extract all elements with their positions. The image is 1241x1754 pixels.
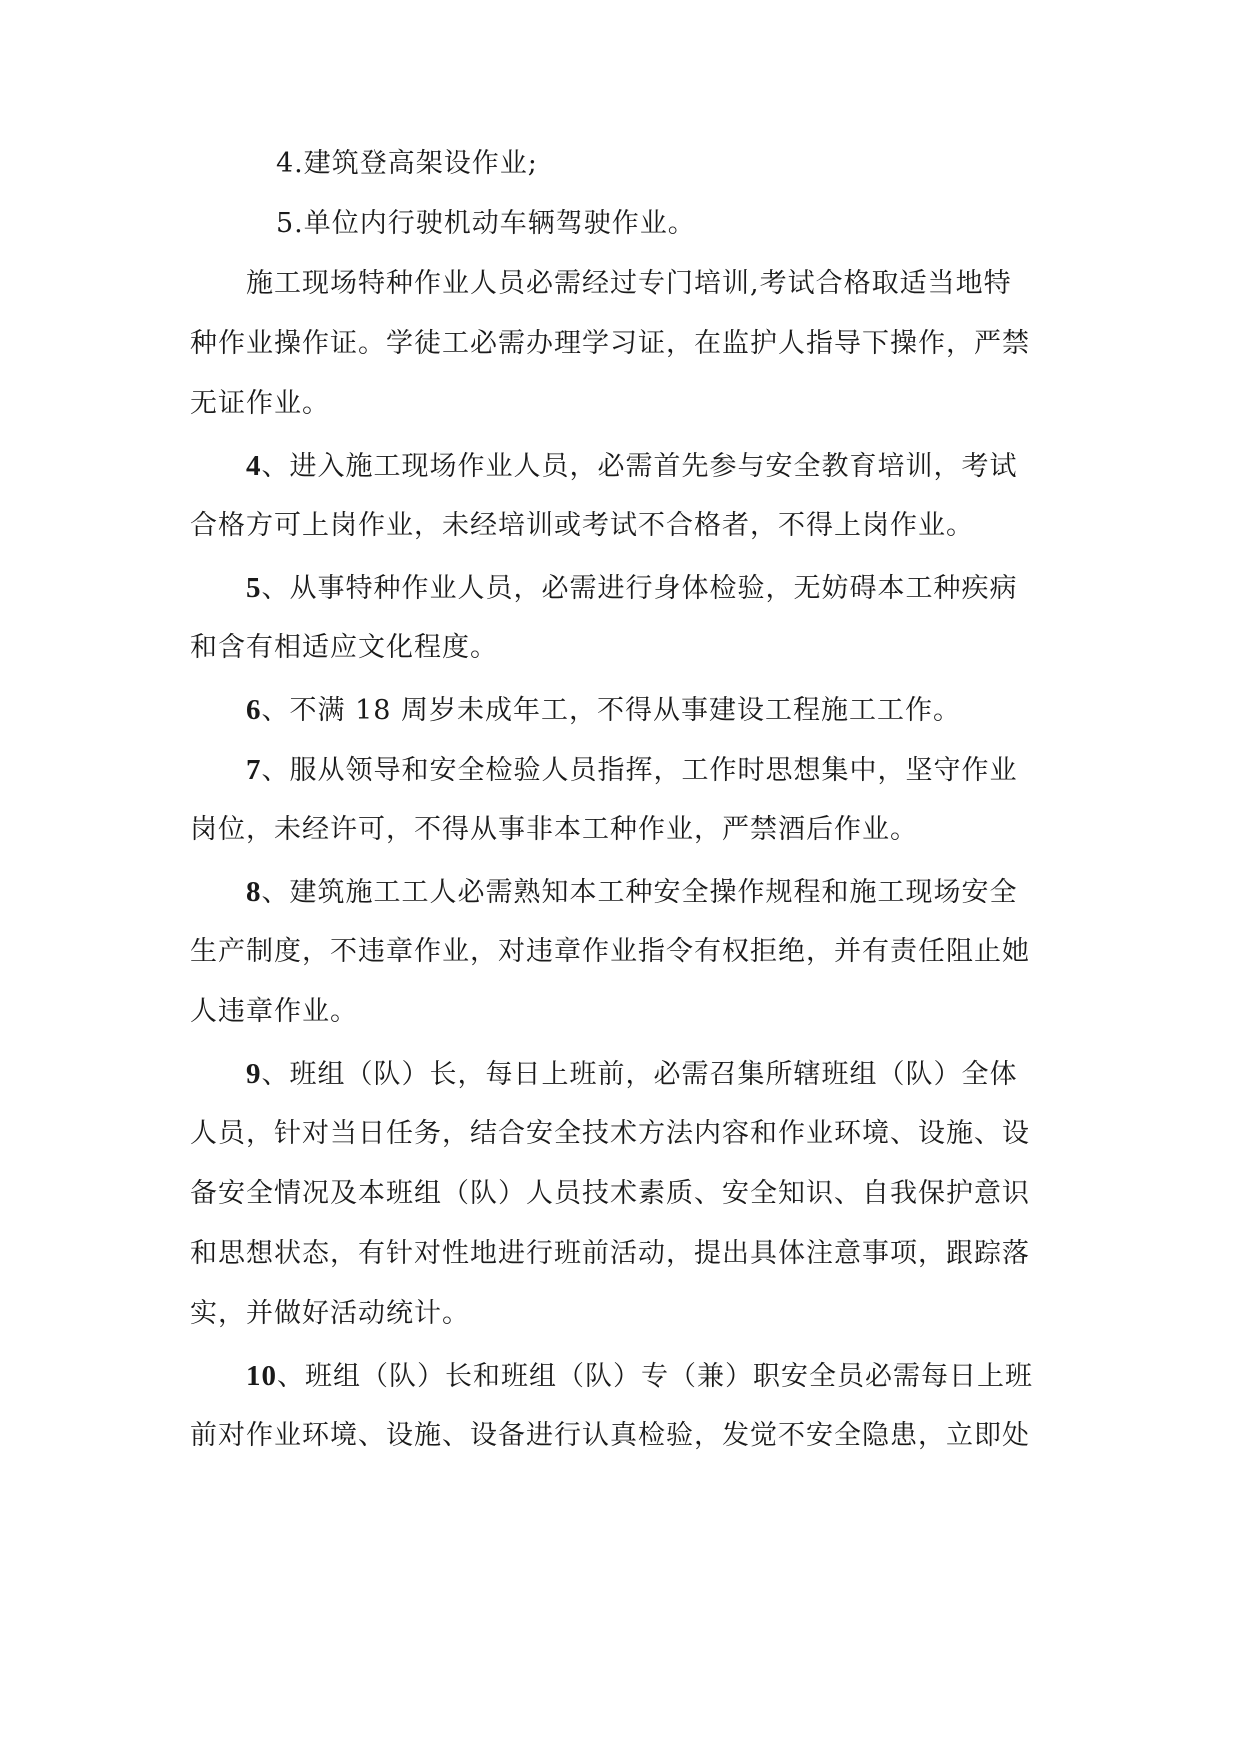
line-text: 种作业操作证。学徒工必需办理学习证，在监护人指导下操作，严禁: [190, 328, 1030, 359]
line-text: 人违章作业。: [190, 996, 358, 1027]
text-line: [246, 1358, 1106, 1395]
text-line: [246, 266, 1106, 302]
item-number: 10: [246, 1360, 277, 1392]
item-number: 9: [246, 1058, 262, 1090]
text-line: [190, 386, 1050, 422]
line-text: 岗位，未经许可，不得从事非本工种作业，严禁酒后作业。: [190, 814, 918, 845]
item-number: 8: [246, 876, 262, 908]
text-line: [246, 874, 1106, 911]
text-line: [246, 752, 1106, 789]
text-line: [190, 1176, 1050, 1212]
line-text: 、不满 18 周岁未成年工，不得从事建设工程施工工作。: [261, 695, 962, 726]
item-number: 6: [246, 694, 262, 726]
line-text: 5.单位内行驶机动车辆驾驶作业。: [276, 208, 696, 239]
text-line: [190, 1296, 1050, 1332]
line-text: 合格方可上岗作业，未经培训或考试不合格者，不得上岗作业。: [190, 510, 974, 541]
text-line: [190, 1116, 1050, 1152]
item-number: 5: [246, 572, 262, 604]
line-text: 无证作业。: [190, 388, 330, 419]
text-line: [246, 448, 1106, 485]
text-line: [190, 630, 1050, 666]
line-text: 生产制度，不违章作业，对违章作业指令有权拒绝，并有责任阻止她: [190, 936, 1030, 967]
text-line: [246, 1056, 1106, 1093]
line-text: 和含有相适应文化程度。: [190, 632, 498, 663]
text-line: [190, 994, 1050, 1030]
text-line: [246, 570, 1106, 607]
text-line: [190, 812, 1050, 848]
line-text: 4.建筑登高架设作业;: [276, 148, 538, 179]
text-line: [190, 326, 1050, 362]
line-text: 人员，针对当日任务，结合安全技术方法内容和作业环境、设施、设: [190, 1118, 1030, 1149]
text-line: [276, 146, 1136, 182]
line-text: 、进入施工现场作业人员，必需首先参与安全教育培训，考试: [261, 451, 1018, 482]
line-text: 、建筑施工工人必需熟知本工种安全操作规程和施工现场安全: [261, 877, 1018, 908]
text-line: [190, 1418, 1050, 1454]
line-text: 、从事特种作业人员，必需进行身体检验，无妨碍本工种疾病: [261, 573, 1018, 604]
line-text: 实，并做好活动统计。: [190, 1298, 470, 1329]
line-text: 、班组（队）长和班组（队）专（兼）职安全员必需每日上班: [277, 1361, 1033, 1392]
text-line: [190, 934, 1050, 970]
line-text: 备安全情况及本班组（队）人员技术素质、安全知识、自我保护意识: [190, 1178, 1030, 1209]
text-line: [190, 508, 1050, 544]
item-number: 7: [246, 754, 262, 786]
line-text: 和思想状态，有针对性地进行班前活动，提出具体注意事项，跟踪落: [190, 1238, 1030, 1269]
line-text: 前对作业环境、设施、设备进行认真检验，发觉不安全隐患，立即处: [190, 1420, 1030, 1451]
line-text: 、班组（队）长，每日上班前，必需召集所辖班组（队）全体: [261, 1059, 1018, 1090]
line-text: 施工现场特种作业人员必需经过专门培训,考试合格取适当地特: [246, 268, 1012, 299]
text-line: [276, 206, 1136, 242]
text-line: [190, 1236, 1050, 1272]
line-text: 、服从领导和安全检验人员指挥，工作时思想集中，坚守作业: [261, 755, 1018, 786]
text-line: [246, 692, 1106, 729]
item-number: 4: [246, 450, 262, 482]
